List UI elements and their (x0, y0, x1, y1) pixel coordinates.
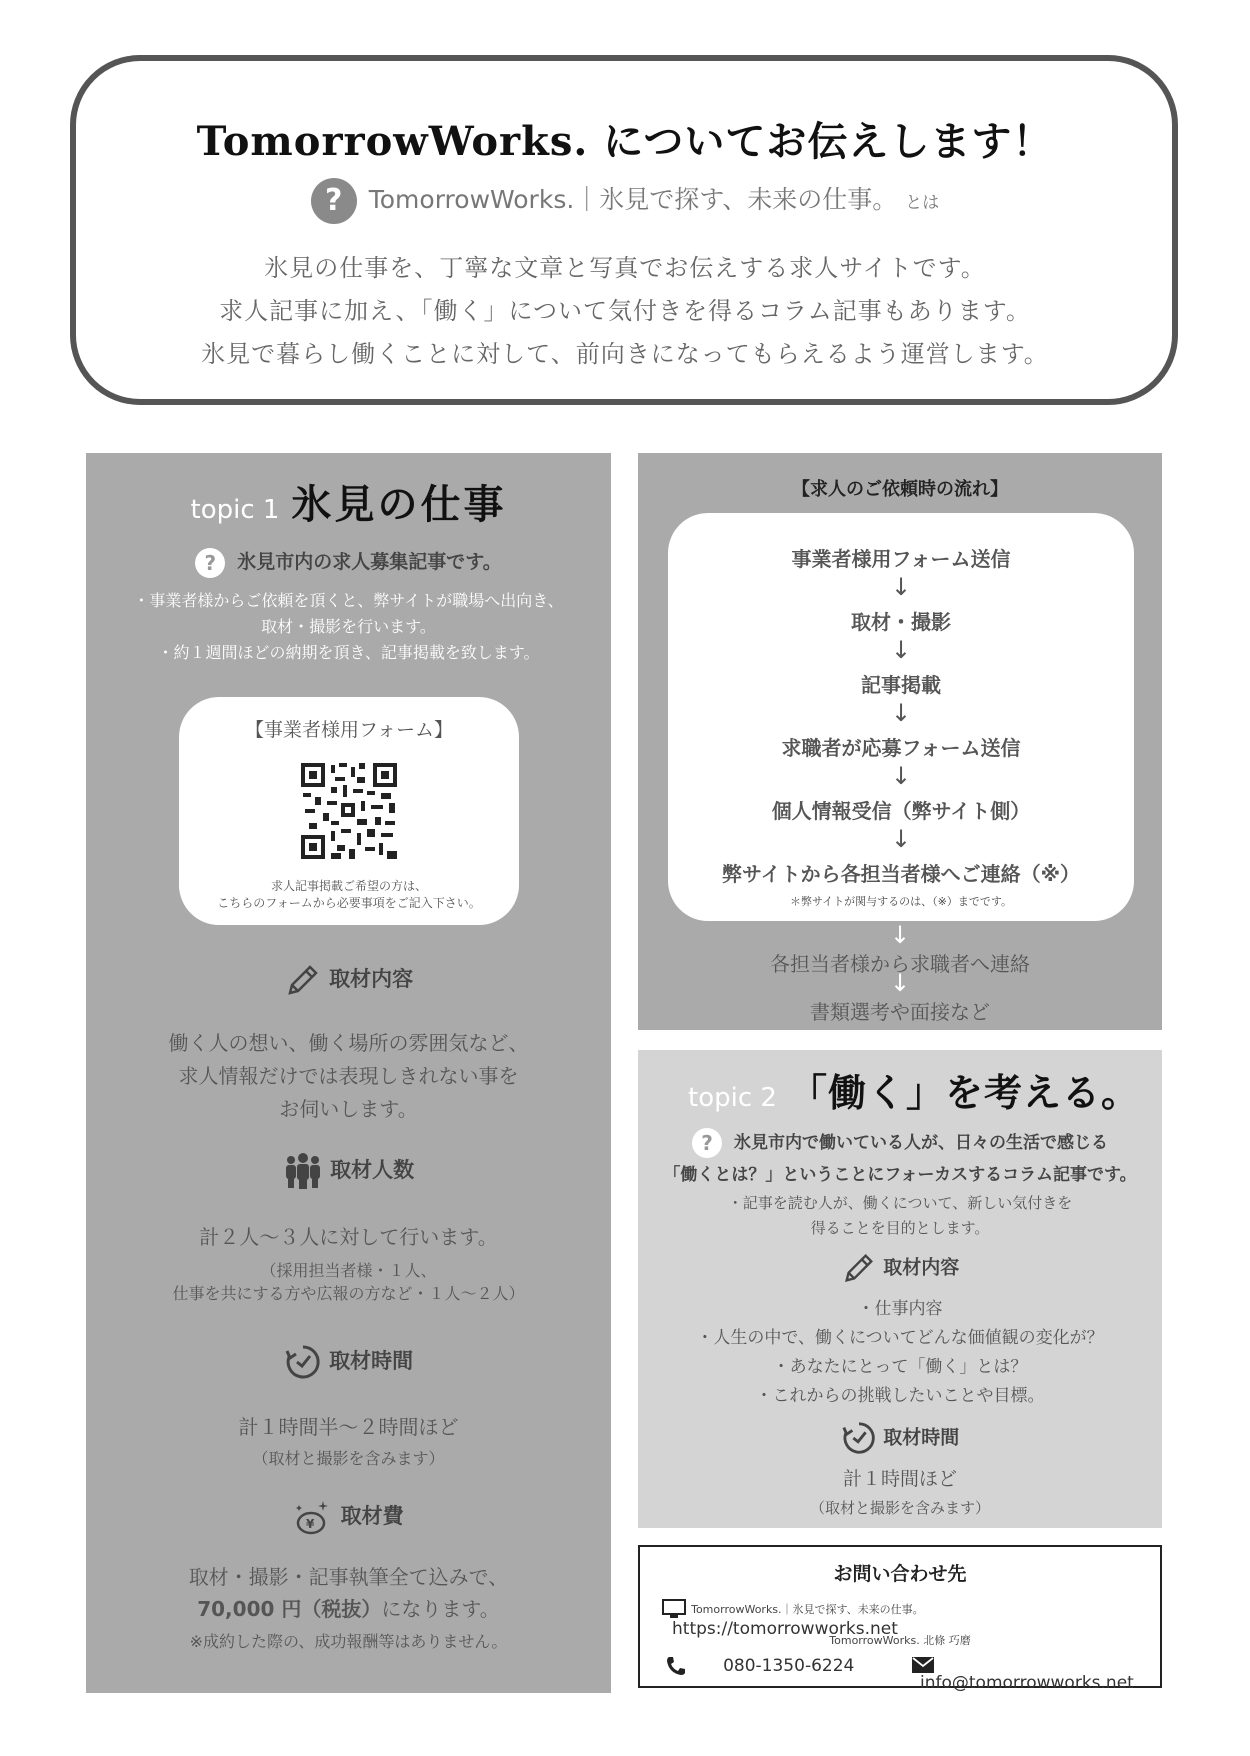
topic2-line-2: 得ることを目的とします。 (810, 1219, 990, 1237)
flow-step-3: 記事掲載 (861, 673, 941, 697)
question-icon: ? (692, 1128, 722, 1158)
contact-site-name: TomorrowWorks.｜氷見で探す、未来の仕事。 (691, 1603, 924, 1616)
site-tagline: TomorrowWorks.｜氷見で探す、未来の仕事。 (368, 185, 898, 214)
topic1-lead (86, 547, 611, 578)
form-box-note-1: 求人記事掲載ご希望の方は、 (270, 879, 427, 893)
flow-step-5: 個人情報受信（弊サイト側） (771, 799, 1031, 823)
topic1-title: 氷見の仕事 (291, 482, 507, 528)
monitor-icon (662, 1599, 686, 1619)
topic2-time-head (638, 1420, 1162, 1456)
phone-icon (664, 1654, 688, 1678)
flow-outer-step-1: 各担当者様から求職者へ連絡 (770, 952, 1030, 976)
topic1-label: topic 1 (190, 495, 280, 525)
contact-person: TomorrowWorks. 北條 巧磨 (829, 1634, 971, 1647)
arrow-down-icon: ↓ (890, 762, 912, 790)
mail-icon (912, 1657, 934, 1673)
topic1-people-line: 計２人〜３人に対して行います。 (199, 1225, 498, 1249)
topic1-content-head (86, 961, 611, 999)
topic1-line-1: ・事業者様からご依頼を頂くと、弊サイトが職場へ出向き、 (133, 591, 564, 610)
form-box-note-2: こちらのフォームから必要事項をご記入下さい。 (217, 896, 481, 910)
fee-suffix: になります。 (381, 1597, 500, 1621)
topic1-people-head (86, 1153, 611, 1189)
topic1-fee-note: ※成約した際の、成功報酬等はありません。 (189, 1632, 508, 1651)
contact-phone-row (664, 1654, 854, 1678)
topic1-time-note: （取材と撮影を含みます） (252, 1449, 445, 1468)
svg-text:¥: ¥ (306, 1517, 315, 1531)
topic1-line-3: ・約１週間ほどの納期を頂き、記事掲載を致します。 (157, 643, 540, 662)
topic2-content-head-label: 取材内容 (883, 1256, 960, 1279)
pencil-icon (284, 961, 322, 999)
topic1-fee-head (86, 1497, 611, 1537)
topic2-content-line-2: ・人生の中で、働くについてどんな価値観の変化が？ (696, 1328, 1104, 1348)
page-title: TomorrowWorks. についてお伝えします！ (196, 118, 1054, 165)
topic1-people-note-1: （採用担当者様・１人、 (260, 1261, 437, 1280)
contact-title: お問い合わせ先 (833, 1563, 967, 1585)
topic1-content-line-1: 働く人の想い、働く場所の雰囲気など、 (168, 1031, 529, 1055)
intro-line-1: 氷見の仕事を、丁寧な文章と写真でお伝えする求人サイトです。 (264, 254, 986, 282)
topic2-content-line-1: ・仕事内容 (857, 1299, 943, 1319)
topic2-panel (638, 1050, 1162, 1528)
topic1-content-line-3: お伺いします。 (279, 1097, 418, 1121)
clock-icon (284, 1343, 322, 1381)
topic1-fee-line-2 (86, 1593, 611, 1622)
flow-title: 【求人のご依頼時の流れ】 (792, 479, 1008, 500)
flow-footnote: ＊弊サイトが関与するのは、（※）までです。 (789, 895, 1013, 908)
topic2-content-line-4: ・これからの挑戦したいことや目標。 (755, 1386, 1045, 1406)
contact-email-row (912, 1654, 1160, 1693)
flow-step-4: 求職者が応募フォーム送信 (781, 736, 1021, 760)
topic2-title: 「働く」を考える。 (788, 1071, 1140, 1115)
arrow-down-icon: ↓ (890, 699, 912, 727)
form-box (179, 697, 519, 925)
pencil-icon (841, 1250, 877, 1286)
arrow-down-icon: ↓ (890, 636, 912, 664)
topic1-content-head-label: 取材内容 (329, 967, 414, 991)
flow-panel (638, 453, 1162, 1030)
topic1-people-note-2: 仕事を共にする方や広報の方など・１人〜２人） (172, 1284, 525, 1303)
flow-step-1: 事業者様用フォーム送信 (791, 547, 1011, 571)
topic1-panel (86, 453, 611, 1693)
topic2-content-head (638, 1250, 1162, 1286)
contact-url[interactable]: https://tomorrowworks.net (672, 1618, 898, 1639)
form-box-title: 【事業者様用フォーム】 (244, 719, 454, 741)
topic2-lead-1-text: 氷見市内で働いている人が、日々の生活で感じる (734, 1133, 1108, 1153)
arrow-down-icon: ↓ (890, 825, 912, 853)
subtitle-suffix: とは (905, 193, 940, 213)
topic1-fee-head-label: 取材費 (340, 1504, 404, 1528)
flow-steps-box (668, 513, 1134, 921)
arrow-down-icon: ↓ (890, 573, 912, 601)
intro-subtitle (0, 178, 1250, 224)
topic1-fee-line-1: 取材・撮影・記事執筆全て込みで、 (188, 1565, 509, 1589)
intro-line-2: 求人記事に加え、「働く」について気付きを得るコラム記事もあります。 (219, 297, 1031, 325)
topic2-heading (688, 1062, 1158, 1117)
topic1-people-head-label: 取材人数 (330, 1158, 415, 1182)
contact-phone[interactable]: 080-1350-6224 (723, 1655, 855, 1676)
flow-outer-step-2: 書類選考や面接など (810, 1000, 990, 1024)
arrow-down-icon: ↓ (889, 921, 911, 949)
topic1-time-line: 計１時間半〜２時間ほど (238, 1415, 459, 1439)
topic2-line-1: ・記事を読む人が、働くについて、新しい気付きを (727, 1194, 1073, 1212)
coin-icon (293, 1497, 333, 1537)
topic1-time-head (86, 1343, 611, 1381)
topic2-content-line-3: ・あなたにとって「働く」とは？ (772, 1357, 1028, 1377)
topic1-heading (86, 473, 611, 530)
question-icon: ? (195, 548, 225, 578)
topic1-time-head-label: 取材時間 (329, 1349, 414, 1373)
topic1-content-line-2: 求人情報だけでは表現しきれない事を (178, 1064, 519, 1088)
flow-step-2: 取材・撮影 (851, 610, 951, 634)
topic2-label: topic 2 (688, 1083, 777, 1113)
intro-line-3: 氷見で暮らし働くことに対して、前向きになってもらえるよう運営します。 (201, 340, 1049, 368)
contact-panel (638, 1545, 1162, 1693)
arrow-down-icon: ↓ (889, 969, 911, 997)
topic1-line-2: 取材・撮影を行います。 (261, 617, 436, 636)
question-icon: ? (311, 178, 357, 224)
qr-code-icon[interactable] (301, 763, 397, 859)
topic2-lead-1 (638, 1128, 1162, 1158)
contact-email[interactable]: info@tomorrowworks.net (920, 1673, 1134, 1693)
clock-icon (841, 1420, 877, 1456)
topic2-time-note: （取材と撮影を含みます） (809, 1499, 990, 1517)
topic1-lead-text: 氷見市内の求人募集記事です。 (237, 551, 502, 573)
fee-amount: 70,000 円（税抜） (197, 1597, 382, 1621)
flow-step-6: 弊サイトから各担当者様へご連絡（※） (721, 862, 1081, 886)
topic2-lead-2: 「働くとは？」ということにフォーカスするコラム記事です。 (663, 1165, 1137, 1185)
people-icon (283, 1153, 323, 1189)
topic2-time-line: 計１時間ほど (842, 1468, 957, 1490)
topic2-time-head-label: 取材時間 (883, 1426, 960, 1449)
